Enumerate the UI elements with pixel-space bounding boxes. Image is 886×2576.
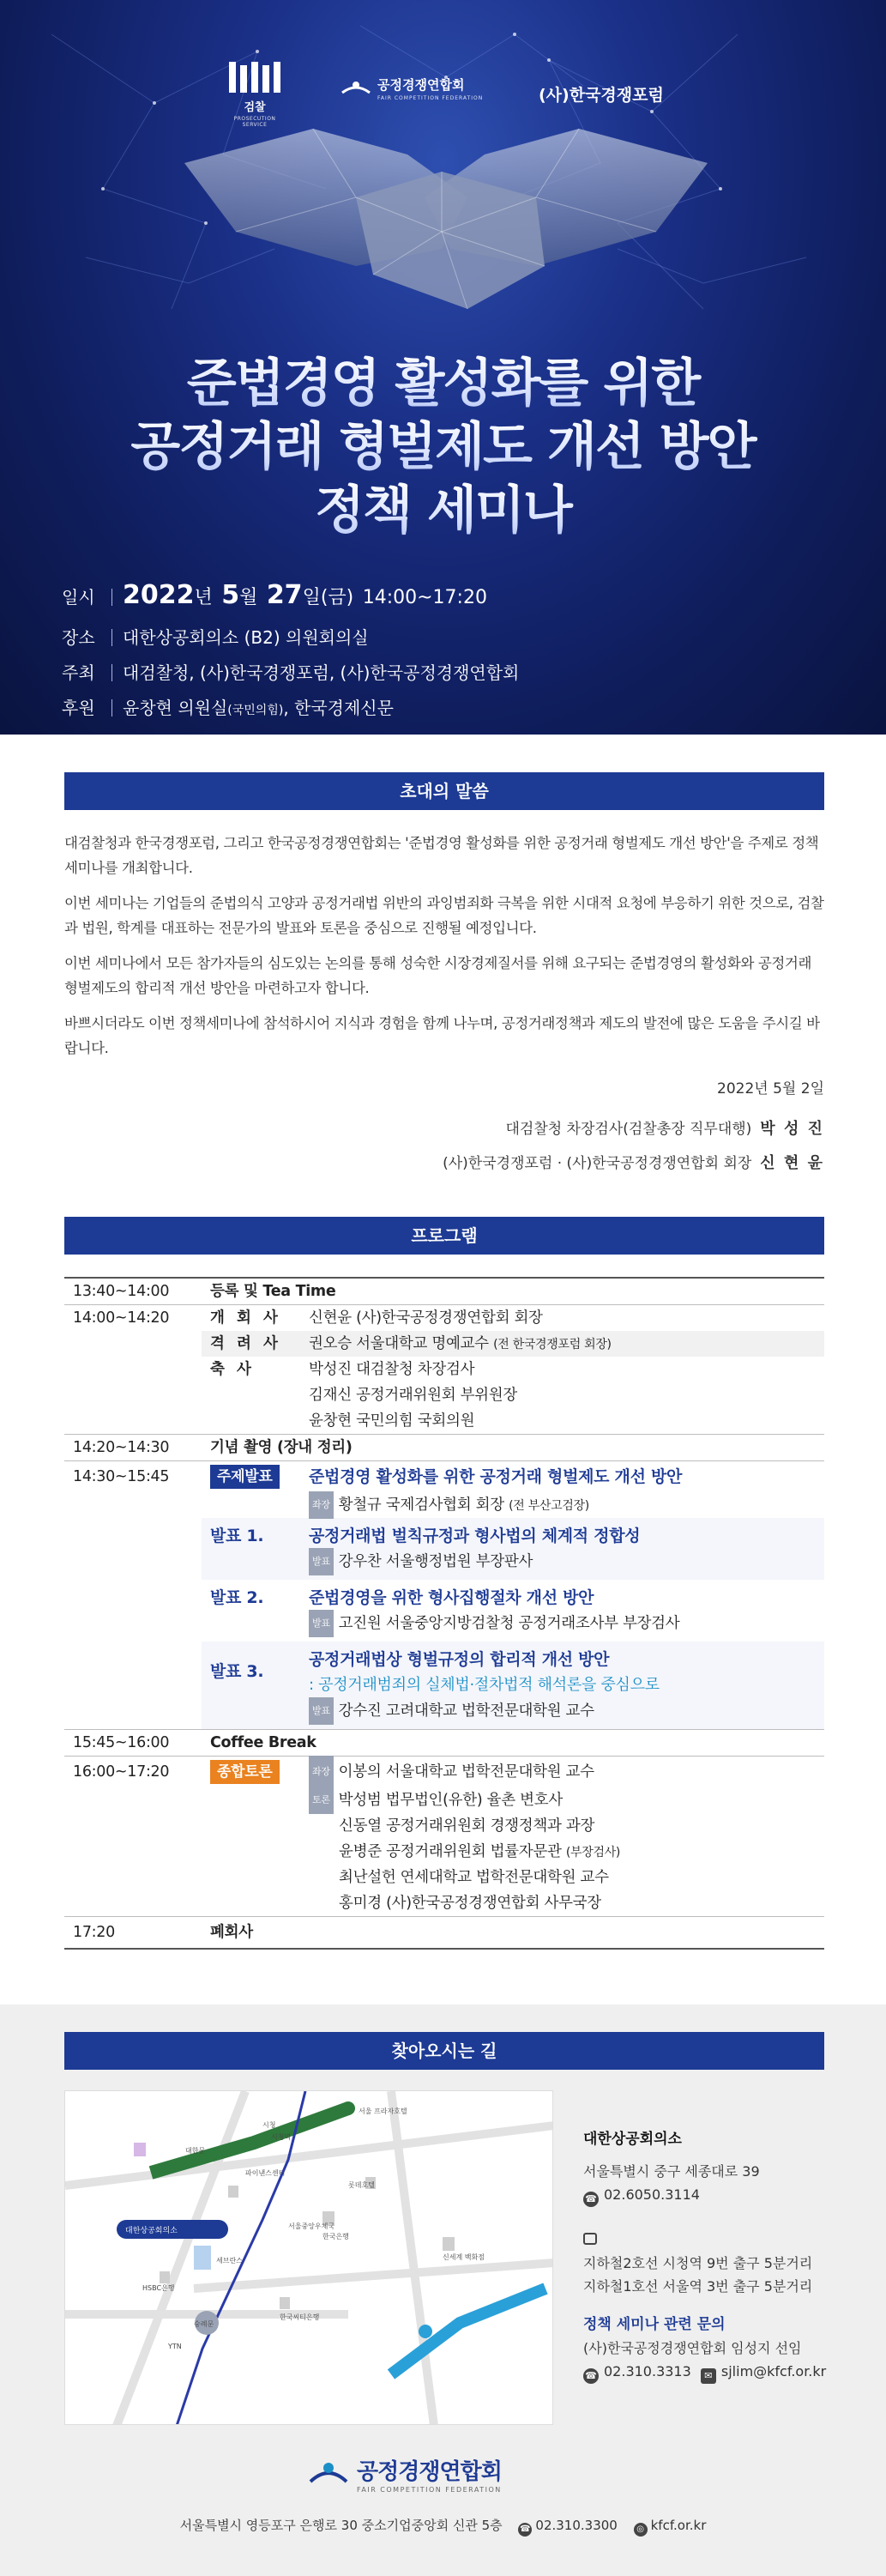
subway-info-2: 지하철1호선 서울역 3번 출구 5분거리 [583, 2278, 813, 2295]
event-time: 14:00~17:20 [362, 587, 487, 608]
footer-website-link[interactable]: kfcf.or.kr [650, 2518, 707, 2533]
title-line-1: 준법경영 활성화를 위한 [0, 352, 886, 415]
program-row-main: 14:30~15:45 주제발표 준법경영 활성화를 위한 공정거래 형벌제도 개선 방안 좌장 황철규 국제검사협회 회장 (전 부산고검장) 발표 1. 공정거래법 벌칙규정과 형사법의 체계적 정합성 발표 강우찬 서울행정법원 부장판사 발표 2. 준법경영을 위한 형사집행절차 개선 방안 발표 고진원 서울중앙지방검찰청 공정거래조사부 부장검사 발표 3. 공정거래법상 형벌규정의 합리적 개선 방안 : 공정거래범죄의 실체법·절차법적 해석론을 중심으로 발표 강수진 고려대학교 법학전문대학원 교수 [64, 1460, 824, 1729]
map-label: 한국은행 [322, 2233, 349, 2240]
greeting-header: 초대의 말씀 [64, 772, 824, 810]
event-date: 2022년 5월 27일(금) 14:00~17:20 [123, 580, 487, 610]
map-label: 대한문 [185, 2147, 206, 2155]
logo-bar [0, 62, 886, 139]
info-host-row [62, 659, 519, 684]
map-label: 시청 [262, 2121, 276, 2129]
program-header: 프로그램 [64, 1217, 824, 1255]
kfcf-logo [341, 76, 483, 101]
footer-logo-sub: FAIR COMPETITION FEDERATION [357, 2486, 502, 2494]
venue-name: 대한상공회의소 [583, 2131, 682, 2148]
event-place: 대한상공회의소 (B2) 의원회의실 [123, 627, 369, 648]
contact-email-link[interactable]: sjlim@kfcf.or.kr [720, 2363, 827, 2379]
venue-phone: ☎ 02.6050.3114 [583, 2183, 826, 2206]
contact-line: ☎ 02.310.3313 ✉ sjlim@kfcf.or.kr [583, 2360, 826, 2383]
phone-icon: ☎ [583, 2192, 599, 2207]
program-row-photo: 14:20~14:30 기념 촬영 (장내 정리) [64, 1434, 824, 1460]
footer-logo [309, 2454, 502, 2494]
globe-icon: ◎ [634, 2523, 648, 2537]
prosecution-logo-sub: PROSECUTION SERVICE [233, 116, 276, 128]
footer-logo-name: 공정경쟁연합회 [357, 2459, 502, 2485]
venue-address: 서울특별시 중구 세종대로 39 [583, 2163, 760, 2180]
contact-person: (사)한국공정경쟁연합회 임성지 선임 [583, 2340, 802, 2356]
greeting-paragraph: 이번 세미나는 기업들의 준법의식 고양과 공정거래법 위반의 과잉범죄화 극복을 위한 시대적 요청에 부응하기 위한 것으로, 검찰과 법원, 학계를 대표하는 전문가의 발표와 토론을 중심으로 진행될 예정입니다. [64, 895, 824, 936]
discussion-tag: 종합토론 [210, 1760, 280, 1784]
hero-banner [0, 0, 886, 735]
presentation-1-title: 공정거래법 벌칙규정과 형사법의 체계적 정합성 [309, 1527, 641, 1545]
info-sponsor-row [62, 694, 519, 719]
contact-title: 정책 세미나 관련 문의 [583, 2316, 726, 2333]
greeting-body [64, 831, 824, 1071]
event-info [62, 580, 519, 729]
program-row-opening: 14:00~14:20 개 회 사 신현윤 (사)한국공정경쟁연합회 회장 격 려 사 권오승 서울대학교 명예교수 (전 한국경쟁포럼 회장) 축 사 박성진 대검찰청 차장검사 김재신 공정거래위원회 부위원장 윤창현 국민의힘 국회의원 [64, 1304, 824, 1434]
prosecution-emblem-icon [225, 62, 285, 93]
greeting-paragraph: 바쁘시더라도 이번 정책세미나에 참석하시어 지식과 경험을 함께 나누며, 공정거래정책과 제도의 발전에 많은 도움을 주시길 바랍니다. [64, 1015, 820, 1056]
map-label: HSBC은행 [142, 2284, 175, 2292]
signer-2: (사)한국경쟁포럼 · (사)한국공정경쟁연합회 회장 신 현 윤 [443, 1154, 824, 1172]
kfcf-logo-sub: FAIR COMPETITION FEDERATION [377, 95, 484, 101]
sponsor-label: 후원 [62, 698, 95, 718]
seminar-title [0, 352, 886, 542]
date-label: 일시 [62, 587, 95, 608]
host-label: 주최 [62, 662, 95, 683]
greeting-date: 2022년 5월 2일 [717, 1080, 824, 1098]
map-label: 대한상공회의소 [125, 2227, 178, 2235]
presentation-3-title: 공정거래법상 형벌규정의 합리적 개선 방안 [309, 1650, 610, 1669]
signer-1: 대검찰청 차장검사(검찰총장 직무대행) 박 성 진 [505, 1120, 824, 1138]
kfcf-emblem-icon [309, 2459, 348, 2488]
mail-icon: ✉ [701, 2368, 716, 2384]
place-label: 장소 [62, 627, 95, 648]
keynote-title: 준법경영 활성화를 위한 공정거래 형벌제도 개선 방안 [309, 1467, 683, 1486]
subway-info-1: 지하철2호선 시청역 9번 출구 5분거리 [583, 2255, 813, 2271]
map-label: 파이낸스센터 [245, 2169, 286, 2177]
event-sponsor: 윤창현 의원실(국민의힘), 한국경제신문 [123, 698, 394, 718]
footer-address: 서울특별시 영등포구 은행로 30 중소기업중앙회 신관 5층 ☎ 02.310.3300 ◎ kfcf.or.kr [0, 2516, 886, 2535]
forum-logo: (사)한국경쟁포럼 [539, 86, 664, 105]
greeting-paragraph: 대검찰청과 한국경쟁포럼, 그리고 한국공정경쟁연합회는 '준법경영 활성화를 위한 공정거래 형벌제도 개선 방안'을 주제로 정책세미나를 개최합니다. [64, 835, 819, 876]
prosecution-logo [225, 62, 285, 128]
program-row-closing: 17:20 폐회사 [64, 1916, 824, 1948]
title-line-3: 정책 세미나 [0, 479, 886, 542]
info-date-row [62, 580, 519, 610]
location-map[interactable] [64, 2090, 553, 2425]
info-place-row [62, 624, 519, 649]
map-label: 서울 프라자호텔 [359, 2107, 407, 2115]
event-host: 대검찰청, (사)한국경쟁포럼, (사)한국공정경쟁연합회 [123, 662, 520, 683]
directions-info [583, 2128, 826, 2383]
map-label: YTN [168, 2343, 182, 2350]
kfcf-emblem-icon [341, 79, 371, 98]
program-row-registration: 13:40~14:00 등록 및 Tea Time [64, 1277, 824, 1304]
greeting-signature [443, 1076, 824, 1185]
map-label: 신세계 백화점 [443, 2253, 485, 2261]
map-label: 세브란스 [216, 2257, 243, 2265]
phone-icon: ☎ [583, 2368, 599, 2384]
map-graphic [65, 2091, 553, 2425]
map-label: 시청역 [271, 2133, 292, 2141]
subway-icon [583, 2233, 597, 2245]
program-row-discussion: 16:00~17:20 종합토론 좌장 이봉의 서울대학교 법학전문대학원 교수 토론 박성범 법무법인(유한) 율촌 변호사 신동열 공정거래위원회 경쟁정책과 과장 윤병준 공정거래위원회 법률자문관 (부장검사) 최난설헌 연세대학교 법학전문대학원 교수 홍미경 (사)한국공정경쟁연합회 사무국장 [64, 1756, 824, 1916]
title-line-2: 공정거래 형벌제도 개선 방안 [0, 415, 886, 479]
prosecution-logo-name: 검찰 [244, 101, 266, 114]
directions-header: 찾아오시는 길 [64, 2032, 824, 2070]
keynote-tag: 주제발표 [210, 1465, 280, 1489]
map-label: 롯데호텔 [348, 2181, 375, 2189]
map-label: 서울중앙우체국 [288, 2222, 335, 2230]
presentation-2-title: 준법경영을 위한 형사집행절차 개선 방안 [309, 1588, 594, 1607]
program-row-coffee: 15:45~16:00 Coffee Break [64, 1729, 824, 1756]
map-label: 숭례문 [194, 2320, 214, 2328]
phone-icon: ☎ [518, 2523, 532, 2537]
map-label: 한국씨티은행 [280, 2313, 320, 2321]
kfcf-logo-name: 공정경쟁연합회 [377, 77, 465, 93]
program-table [64, 1277, 824, 1950]
greeting-paragraph: 이번 세미나에서 모든 참가자들의 심도있는 논의를 통해 성숙한 시장경제질서를 위해 요구되는 준법경영의 활성화와 공정거래 형벌제도의 합리적 개선 방안을 마련하고자 합니다. [64, 955, 812, 996]
